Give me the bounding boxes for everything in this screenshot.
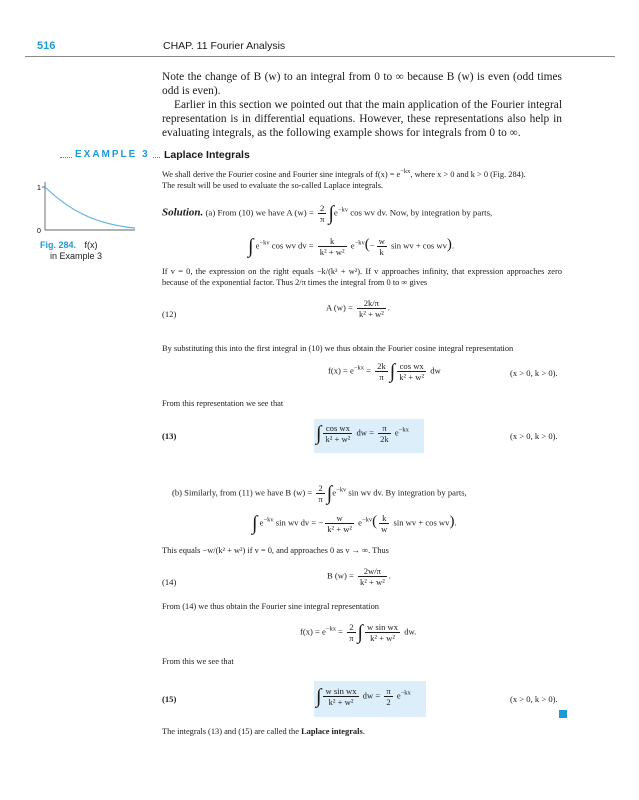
cond-3: (x > 0, k > 0). (510, 694, 558, 704)
end-of-example-marker (559, 710, 567, 718)
page-number: 516 (37, 40, 56, 52)
solution-b-line: (b) Similarly, from (11) we have B (w) = $\frac{2}{\pi}$ $\int e^{-kv}$ sin wv dv. By integration by parts, (172, 482, 467, 505)
decay-curve (45, 187, 135, 228)
y-tick-1: 1 (37, 185, 41, 192)
sine-integral-representation: $f(x) = e^{-kx}$ = $\frac{2}{\pi}$ ∫ $\frac{\text{w sin wx}}{\text{k² + w²}}$ dw. (300, 621, 417, 644)
figure-284 (37, 178, 137, 243)
closing-post: . (362, 727, 365, 736)
intro-paragraph-1: Note the change of B (w) to an integral from 0 to ∞ because B (w) is even (odd times odd is even). (162, 71, 562, 97)
chapter-header: CHAP. 11 Fourier Analysis (163, 40, 286, 52)
solution-b-post: sin wv dv. By integration by parts, (348, 487, 467, 498)
solution-a-pre: (a) From (10) we have A (w) = (205, 207, 314, 218)
solution-a-line: Solution. (a) From (10) we have A (w) = $\frac{2}{\pi}$ $\int e^{-kv}$ cos wv dv. Now, by integration by parts, (162, 202, 493, 225)
this-equals-paragraph: This equals −w/(k² + w²) if v = 0, and approaches 0 as v → ∞. Thus (162, 546, 389, 555)
from-14-paragraph: From (14) we thus obtain the Fourier sine integral representation (162, 602, 379, 611)
from-this-paragraph-2: From this we see that (162, 657, 234, 666)
solution-a-post: cos wv dv. Now, by integration by parts, (350, 207, 493, 218)
eq-13: ∫ $\frac{\text{cos wx}}{\text{k² + w²}}$ dw = $\frac{\pi}{2k}$ $e^{-kx}$ (316, 422, 409, 445)
eq-14-number: (14) (162, 577, 177, 587)
eq-12-number: (12) (162, 309, 177, 319)
cosine-integral-representation: $f(x) = e^{-kx}$ = $\frac{2k}{\pi}$ ∫ $\frac{\text{cos wx}}{\text{k² + w²}}$ dw (328, 360, 441, 383)
integration-by-parts-cos: ∫ $e^{-kv}$ cos wv dv = $\frac{k}{\text{k² + w²}}$ $e^{-kv}(-$ $\frac{w}{k}$ sin wv + cos wv). (248, 235, 455, 258)
lead-text-c: The result will be used to evaluate the so-called Laplace integrals. (162, 180, 384, 190)
figure-caption-line2: in Example 3 (50, 251, 103, 261)
from-this-paragraph-1: From this representation we see that (162, 399, 284, 408)
solution-b-pre: (b) Similarly, from (11) we have B (w) = (172, 487, 313, 498)
eq-15-number: (15) (162, 694, 177, 704)
eq-13-number: (13) (162, 431, 177, 441)
intro-paragraph-2: Earlier in this section we pointed out that the main application of the Fourier integral representation is in differential equations. However, these representations also help in evaluating integrals, as the following example shows for integrals from 0 to ∞. (162, 99, 562, 139)
solution-word: Solution. (162, 206, 204, 219)
figure-caption-text: f(x) (84, 240, 98, 250)
example-title: Laplace Integrals (164, 149, 250, 161)
closing-sentence (162, 726, 562, 737)
eq-14: B (w) = $\frac{2w/\pi}{\text{k² + w²}}$ . (327, 566, 391, 587)
integration-by-parts-sin: ∫ $e^{-kv}$ sin wv dv = − $\frac{w}{\text{k² + w²}}$ $e^{-kv}$( $\frac{k}{w}$ sin wv + cos wv). (252, 512, 457, 535)
example-lead (162, 166, 562, 191)
lead-text-b: , where x > 0 and k > 0 (Fig. 284). (410, 169, 526, 179)
y-tick-0: 0 (37, 228, 41, 235)
eq-15: ∫ $\frac{\text{w sin wx}}{\text{k² + w²}}$ dw = $\frac{\pi}{2}$ $e^{-kx}$ (316, 685, 411, 708)
lead-exponent: −kx (400, 168, 411, 175)
substituting-paragraph: By substituting this into the first integral in (10) we thus obtain the Fourier cosine integral representation (162, 344, 514, 353)
cond-2: (x > 0, k > 0). (510, 431, 558, 441)
lead-text-a: We shall derive the Fourier cosine and Fourier sine integrals of f(x) = e (162, 169, 401, 179)
cond-1: (x > 0, k > 0). (510, 368, 558, 378)
closing-pre: The integrals (13) and (15) are called the (162, 727, 302, 736)
laplace-integrals-term: Laplace integrals (301, 727, 363, 736)
figure-caption (40, 240, 102, 262)
exp-decay-plot (37, 178, 137, 238)
header-rule (25, 56, 615, 57)
eq-12: A (w) = $\frac{2k/\pi}{\text{k² + w²}}$ . (326, 298, 390, 319)
example-label: EXAMPLE 3 (75, 149, 150, 160)
if-v-zero-paragraph: If v = 0, the expression on the right equals −k/(k² + w²). If v approaches infinity, that expression approaches zero because of the exponential factor. Thus 2/π times the integral from 0 to ∞ gives (162, 267, 562, 287)
figure-caption-label: Fig. 284. (40, 240, 77, 250)
